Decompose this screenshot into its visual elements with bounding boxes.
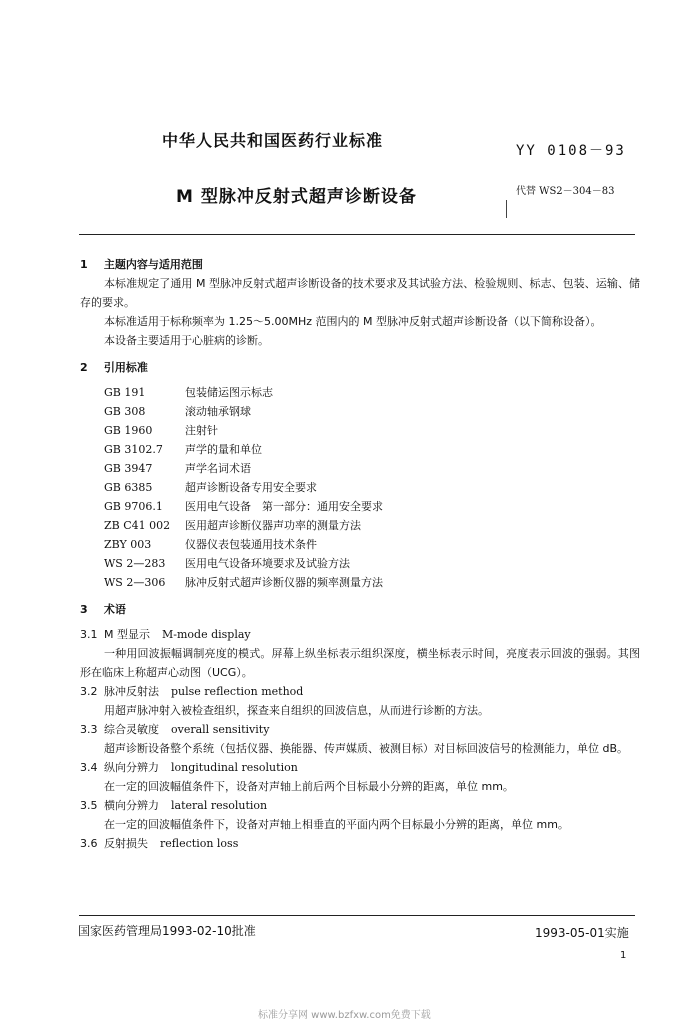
- reference-item: [80, 554, 640, 573]
- term-entry: [80, 834, 640, 853]
- reference-title: 滚动轴承钢球: [185, 405, 251, 418]
- term-number: 3.5: [80, 799, 98, 812]
- reference-item: [80, 573, 640, 592]
- term-definition: 一种用回波振幅调制亮度的模式。屏幕上纵坐标表示组织深度，横坐标表示时间，亮度表示回波的强弱。其图形在临床上称超声心动图（UCG）。: [80, 647, 640, 679]
- term-definition: 在一定的回波幅值条件下，设备对声轴上前后两个目标最小分辨的距离，单位 mm。: [104, 780, 514, 793]
- document-body: [80, 255, 640, 853]
- section-terms: [80, 600, 640, 853]
- reference-title: 医用电气设备环境要求及试验方法: [185, 557, 350, 570]
- reference-code: ZBY 003: [104, 538, 152, 551]
- paragraph: 本标准适用于标称频率为 1.25～5.00MHz 范围内的 M 型脉冲反射式超声诊断设备（以下简称设备）。: [104, 315, 602, 328]
- term-definition: 超声诊断设备整个系统（包括仪器、换能器、传声媒质、被测目标）对目标回波信号的检测能力，单位 dB。: [104, 742, 629, 755]
- header-divider: [79, 234, 635, 235]
- term-english: pulse reflection method: [171, 685, 304, 698]
- reference-title: 仪器仪表包装通用技术条件: [185, 538, 317, 551]
- reference-code: GB 3102.7: [104, 443, 163, 456]
- term-chinese: 纵向分辨力: [104, 761, 159, 774]
- term-definition: 用超声脉冲射入被检查组织，探查来自组织的回波信息，从而进行诊断的方法。: [104, 704, 489, 717]
- term-number: 3.1: [80, 628, 98, 641]
- reference-list: [80, 383, 640, 592]
- watermark-text: 标准分享网 www.bzfxw.com免费下载: [258, 1010, 431, 1021]
- reference-item: [80, 421, 640, 440]
- term-english: overall sensitivity: [171, 723, 270, 736]
- term-entry: [80, 625, 640, 644]
- reference-item: [80, 497, 640, 516]
- section-title: 引用标准: [103, 361, 148, 374]
- reference-code: GB 9706.1: [104, 500, 163, 513]
- term-number: 3.4: [80, 761, 98, 774]
- effective-date: 1993-05-01实施: [535, 926, 629, 940]
- section-title: 主题内容与适用范围: [103, 258, 203, 271]
- section-number: 1: [80, 258, 88, 271]
- reference-title: 声学的量和单位: [185, 443, 262, 456]
- reference-item: [80, 459, 640, 478]
- section-scope: [80, 255, 640, 350]
- margin-mark: [506, 200, 507, 218]
- term-number: 3.2: [80, 685, 98, 698]
- term-chinese: 反射损失: [104, 837, 148, 850]
- reference-title: 声学名词术语: [185, 462, 251, 475]
- reference-item: [80, 535, 640, 554]
- reference-code: GB 191: [104, 386, 146, 399]
- term-english: M-mode display: [162, 628, 251, 641]
- paragraph: 本标准规定了通用 M 型脉冲反射式超声诊断设备的技术要求及其试验方法、检验规则、标志、包装、运输、储存的要求。: [80, 277, 640, 309]
- reference-title: 脉冲反射式超声诊断仪器的频率测量方法: [185, 576, 383, 589]
- document-number: YY 0108－93: [516, 143, 626, 159]
- term-entry: [80, 758, 640, 777]
- reference-item: [80, 402, 640, 421]
- reference-title: 医用电气设备 第一部分：通用安全要求: [185, 500, 383, 513]
- term-english: lateral resolution: [171, 799, 268, 812]
- term-chinese: 综合灵敏度: [104, 723, 159, 736]
- term-definition: 在一定的回波幅值条件下，设备对声轴上相垂直的平面内两个目标最小分辨的距离，单位 mm。: [104, 818, 569, 831]
- reference-code: GB 3947: [104, 462, 153, 475]
- term-entry: [80, 682, 640, 701]
- section-references: [80, 358, 640, 592]
- term-chinese: 脉冲反射法: [104, 685, 159, 698]
- reference-title: 医用超声诊断仪器声功率的测量方法: [185, 519, 361, 532]
- reference-title: 包装储运图示标志: [185, 386, 273, 399]
- section-heading: [80, 358, 640, 377]
- term-number: 3.3: [80, 723, 98, 736]
- term-chinese: M 型显示: [104, 628, 150, 641]
- paragraph: 本设备主要适用于心脏病的诊断。: [104, 334, 269, 347]
- section-heading: [80, 255, 640, 274]
- reference-code: ZB C41 002: [104, 519, 171, 532]
- reference-code: WS 2—283: [104, 557, 166, 570]
- term-entry: [80, 796, 640, 815]
- term-english: reflection loss: [160, 837, 239, 850]
- reference-title: 超声诊断设备专用安全要求: [185, 481, 317, 494]
- ministry-standard-heading: 中华人民共和国医药行业标准: [162, 131, 384, 150]
- section-heading: [80, 600, 640, 619]
- section-number: 2: [80, 361, 88, 374]
- reference-code: WS 2—306: [104, 576, 166, 589]
- replaces-standard: 代替 WS2－304－83: [516, 186, 615, 197]
- reference-code: GB 1960: [104, 424, 153, 437]
- reference-item: [80, 478, 640, 497]
- term-entry: [80, 720, 640, 739]
- term-chinese: 横向分辨力: [104, 799, 159, 812]
- footer-divider: [79, 915, 635, 916]
- approval-issuer: 国家医药管理局1993-02-10批准: [78, 924, 256, 938]
- document-title: M 型脉冲反射式超声诊断设备: [176, 187, 417, 207]
- term-english: longitudinal resolution: [171, 761, 298, 774]
- reference-item: [80, 516, 640, 535]
- reference-code: GB 6385: [104, 481, 153, 494]
- reference-item: [80, 383, 640, 402]
- reference-item: [80, 440, 640, 459]
- reference-title: 注射针: [185, 424, 218, 437]
- reference-code: GB 308: [104, 405, 146, 418]
- page-number: 1: [620, 950, 627, 961]
- section-number: 3: [80, 603, 88, 616]
- term-number: 3.6: [80, 837, 98, 850]
- section-title: 术语: [103, 603, 126, 616]
